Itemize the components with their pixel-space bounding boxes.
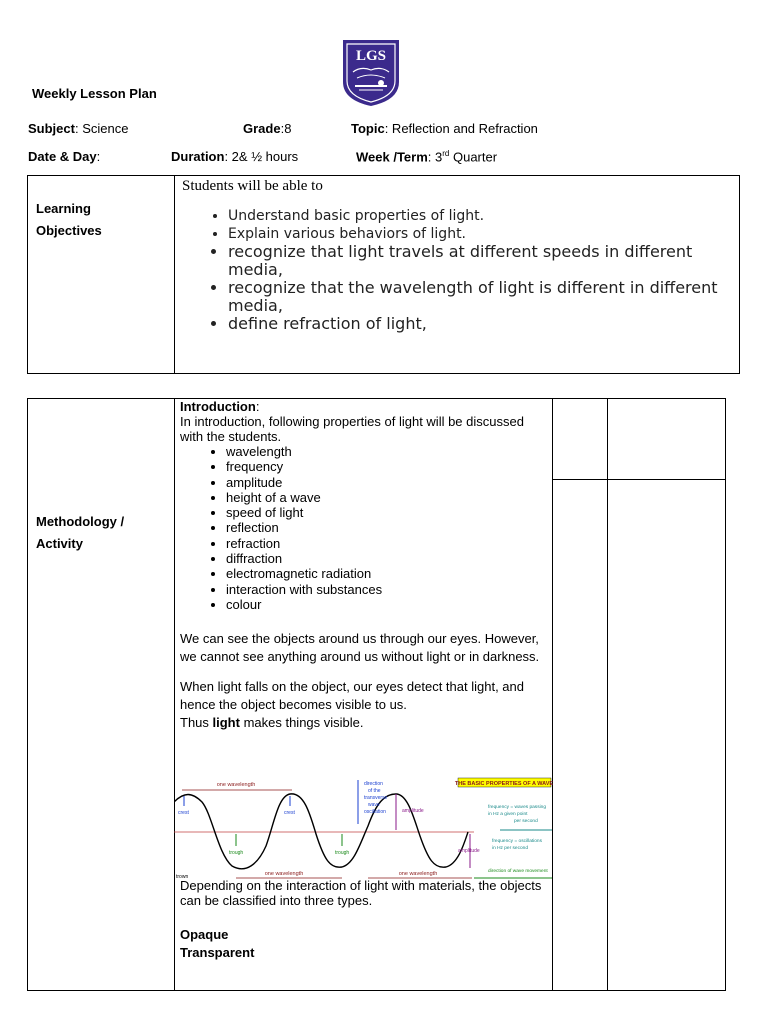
topic-field	[351, 121, 538, 136]
methodology-label-line2: Activity	[36, 536, 83, 551]
date-field	[28, 149, 100, 164]
paragraph-light-visible	[180, 714, 548, 732]
introduction-heading-text: Introduction	[180, 399, 256, 414]
school-logo-icon	[341, 38, 401, 108]
date-label: Date & Day	[28, 149, 97, 164]
amplitude-label-bottom: amplitude	[458, 848, 480, 854]
wave-curve	[174, 794, 468, 869]
topic-value: : Reflection and Refraction	[384, 121, 538, 136]
oscillation-label-2: of the	[368, 788, 381, 794]
objective-item: • recognize that light travels at different speeds in different media,	[228, 243, 732, 279]
introduction-heading	[180, 399, 548, 414]
para2-prefix: Thus	[180, 715, 213, 731]
property-item: • interaction with substances	[226, 582, 548, 597]
oscillation-label-5: oscillation	[364, 809, 386, 815]
property-item: • wavelength	[226, 444, 548, 459]
duration-label: Duration	[171, 149, 225, 164]
crest-label-right: crest	[284, 810, 295, 816]
property-item: • refraction	[226, 536, 548, 551]
properties-list	[180, 444, 548, 612]
grade-label: Grade	[243, 121, 281, 136]
week-field	[356, 149, 497, 164]
amplitude-label-top: amplitude	[402, 808, 424, 814]
subject-label: Subject	[28, 121, 75, 136]
table-divider	[552, 399, 553, 990]
introduction-text: In introduction, following properties of light will be discussed with the students.	[180, 414, 524, 444]
property-item: • electromagnetic radiation	[226, 566, 548, 581]
topic-label: Topic	[351, 121, 385, 136]
freq2-line2: in Hz per second	[492, 846, 528, 851]
date-value: :	[96, 149, 101, 164]
objective-item: • recognize that the wavelength of light is different in different media,	[228, 279, 732, 315]
crest-label-left: crest	[178, 810, 189, 816]
objectives-intro: Students will be able to	[182, 178, 323, 194]
introduction-colon: :	[255, 399, 260, 414]
property-item: • frequency	[226, 459, 548, 474]
para2-suffix: makes things visible.	[239, 715, 364, 731]
grade-field	[243, 121, 291, 136]
table-divider	[552, 479, 726, 480]
left-edge-label: trown	[176, 874, 189, 880]
property-item: • speed of light	[226, 505, 548, 520]
week-sup: rd	[442, 149, 450, 158]
type-transparent: Transparent	[180, 945, 255, 961]
freq1-line2: in Hz a given point	[488, 812, 528, 817]
paragraph-classification: Depending on the interaction of light with materials, the objects can be classified into three types.	[180, 878, 542, 909]
freq2-line1: frequency = oscillations	[492, 839, 542, 844]
oscillation-label-4: wave	[368, 802, 380, 808]
duration-value: : 2& ½ hours	[224, 149, 299, 164]
methodology-label-line1: Methodology /	[36, 514, 125, 529]
paragraph-light-falls: When light falls on the object, our eyes detect that light, and hence the object becomes visible to us.	[180, 679, 524, 713]
objective-item: • define refraction of light,	[228, 315, 732, 333]
oscillation-label-3: transverse	[364, 795, 388, 801]
freq1-line3: per second	[514, 819, 538, 824]
objective-item: • Understand basic properties of light.	[228, 207, 732, 225]
objectives-label-line1: Learning	[36, 201, 91, 216]
paragraph-seeing: We can see the objects around us through our eyes. However, we cannot see anything around us without light or in darkness.	[180, 631, 540, 665]
objectives-list	[182, 207, 732, 333]
page-title: Weekly Lesson Plan	[32, 86, 157, 101]
property-item: • diffraction	[226, 551, 548, 566]
trough-label-left: trough	[229, 850, 244, 856]
subject-field	[28, 121, 128, 136]
wavelength-label-top: one wavelength	[216, 782, 256, 788]
logo-text: LGS	[355, 48, 387, 64]
freq1-line1: frequency = waves passing	[488, 805, 546, 810]
week-value: : 3	[427, 149, 443, 165]
property-item: • reflection	[226, 520, 548, 535]
table-divider	[607, 399, 608, 990]
objectives-label	[36, 198, 102, 242]
objective-item: • Explain various behaviors of light.	[228, 225, 732, 243]
diagram-title: THE BASIC PROPERTIES OF A WAVE	[454, 781, 554, 787]
duration-field	[171, 149, 298, 164]
methodology-table	[27, 398, 726, 991]
type-opaque: Opaque	[180, 927, 229, 943]
objectives-table	[27, 175, 740, 374]
objectives-divider	[174, 176, 175, 373]
movement-label: direction of wave movement	[488, 869, 548, 874]
grade-value: :8	[280, 121, 292, 136]
methodology-label	[36, 511, 124, 555]
week-label: Week /Term	[356, 149, 428, 165]
objectives-label-line2: Objectives	[36, 223, 102, 238]
week-rest: Quarter	[449, 149, 498, 165]
subject-value: : Science	[74, 121, 129, 136]
wave-diagram	[174, 774, 554, 889]
trough-label-right: trough	[335, 850, 350, 856]
wavelength-label-bottom: one wavelength	[398, 871, 438, 877]
wavelength-label-mid: one wavelength	[264, 871, 304, 877]
property-item: • amplitude	[226, 475, 548, 490]
objectives-content	[182, 178, 732, 333]
table-divider	[174, 399, 175, 990]
para2-bold: light	[212, 715, 240, 731]
property-item: • height of a wave	[226, 490, 548, 505]
oscillation-label-1: direction	[364, 781, 383, 787]
property-item: • colour	[226, 597, 548, 612]
